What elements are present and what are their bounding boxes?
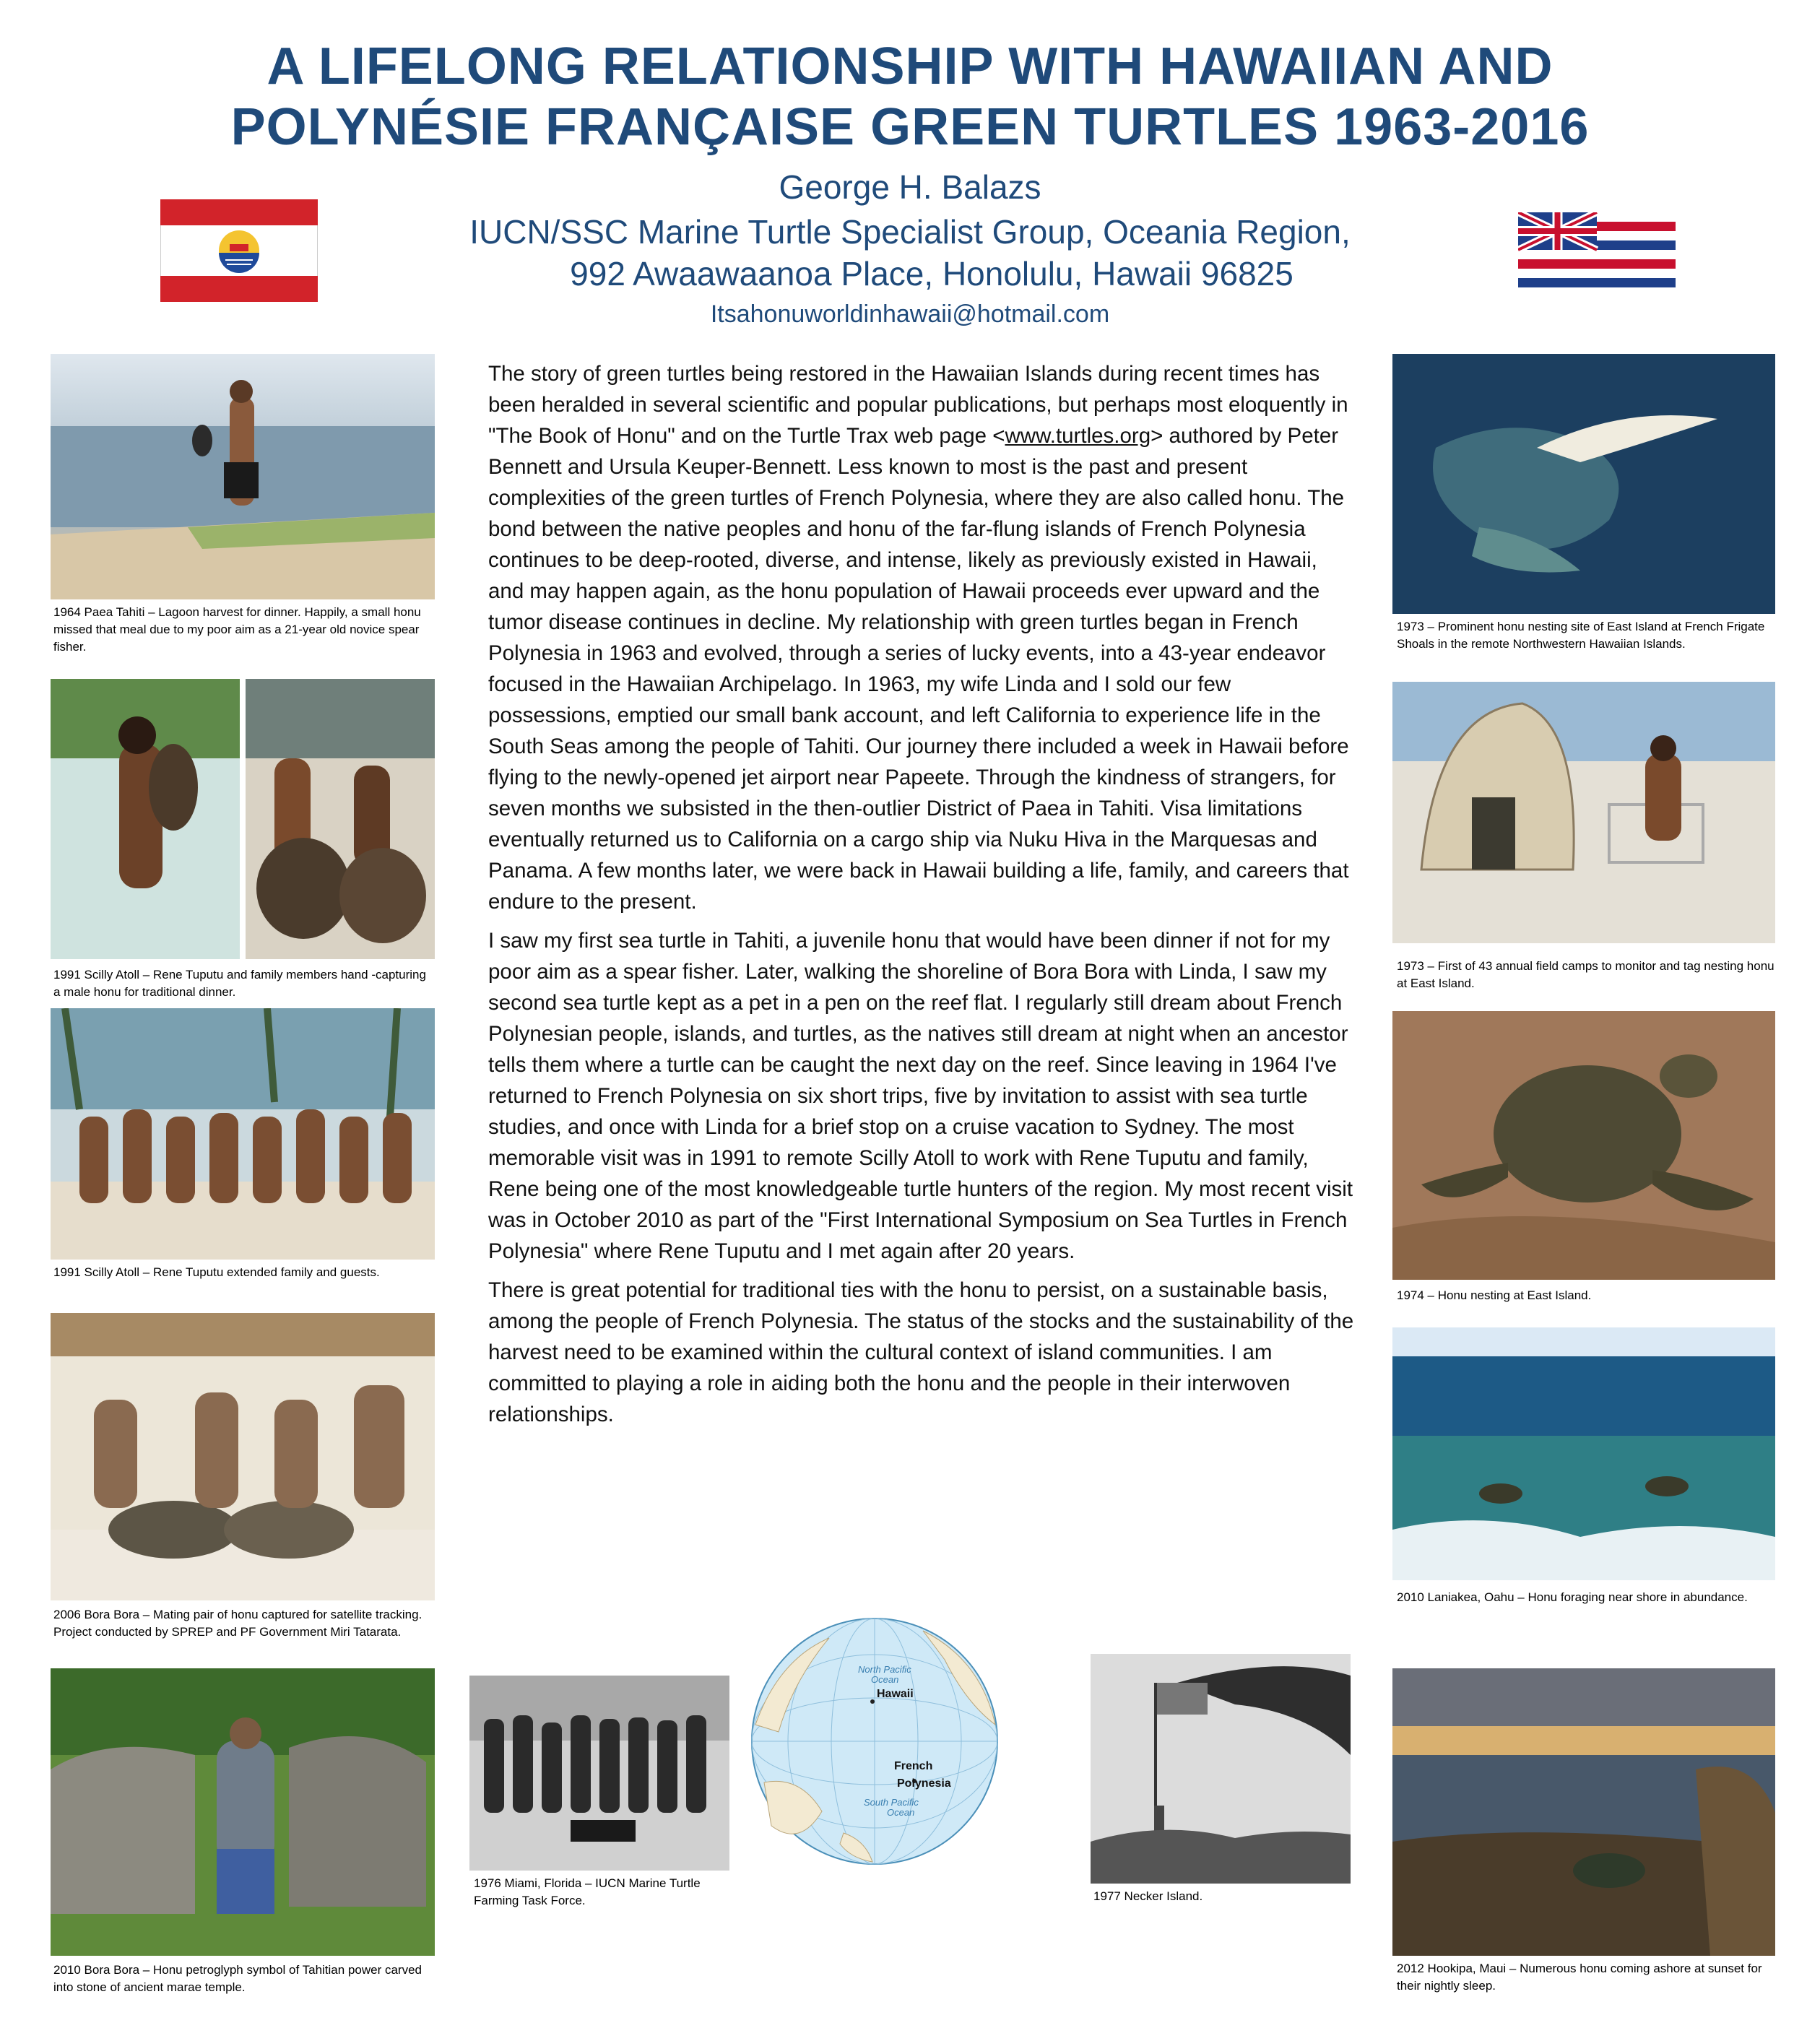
french-polynesia-flag (160, 199, 318, 302)
map-label-south-pacific: South Pacific (864, 1797, 919, 1808)
photo-bora-2006 (51, 1313, 435, 1600)
caption-paea-1964: 1964 Paea Tahiti – Lagoon harvest for dinner. Happily, a small honu missed that meal due to my poor aim as a 21-year old novice spear fisher. (53, 605, 421, 654)
photo-miami-1976 (469, 1676, 729, 1871)
body-paragraph-2: I saw my first sea turtle in Tahiti, a juvenile honu that would have been dinner if not for my poor aim as a spear fisher. Later, walking the shoreline of Bora Bora with Linda, I saw my second sea turtle kept as a pet in a pen on the reef flat. I regularly still dream about French Polynesian people, islands, and turtles, as the natives still dream at night when an ancestor tells them where a turtle can be caught the next day on the reef. Since leaving in 1964 I've returned to French Polynesia on six short trips, five by invitation to assist with sea turtle studies, and once with Linda for a brief stop on a cruise vacation to Sydney. The most memorable visit was in 1991 to remote Scilly Atoll to work with Rene Tuputu and family, Rene being one of the most knowledgeable turtle hunters of the region. My most recent visit was in October 2010 as part of the "First International Symposium on Sea Turtles in French Polynesia" where Rene Tuputu and I met again after 20 years. (488, 929, 1353, 1263)
photo-scilly-turtles (246, 679, 435, 959)
photo-scilly-family (51, 1008, 435, 1260)
caption-east-island-1973: 1973 – Prominent honu nesting site of East Island at French Frigate Shoals in the remote Northwestern Hawaiian Islands. (1397, 620, 1765, 651)
photo-paea-1964 (51, 354, 435, 599)
caption-laniakea-2010: 2010 Laniakea, Oahu – Honu foraging near shore in abundance. (1397, 1590, 1748, 1604)
poster-title (0, 36, 1820, 157)
photo-nesting-1974 (1392, 1011, 1775, 1280)
caption-hookipa-2012: 2012 Hookipa, Maui – Numerous honu coming ashore at sunset for their nightly sleep. (1397, 1962, 1762, 1993)
hawaii-flag (1518, 212, 1676, 287)
title-line-2: POLYNÉSIE FRANÇAISE GREEN TURTLES 1963-2016 (230, 98, 1590, 156)
caption-scilly-1991-b: 1991 Scilly Atoll – Rene Tuputu extended family and guests. (53, 1265, 380, 1279)
map-label-ocean-north: Ocean (871, 1674, 899, 1685)
author-name: George H. Balazs (779, 168, 1041, 206)
caption-bora-2010: 2010 Bora Bora – Honu petroglyph symbol of Tahitian power carved into stone of ancient marae temple. (53, 1963, 422, 1994)
body-paragraph-1: The story of green turtles being restored in the Hawaiian Islands during recent times has been heralded in several scientific and popular publications, but perhaps most eloquently in "The Book of Honu" and on the Turtle Trax web page <www.turtles.org> authored by Peter Bennett and Ursula Keuper-Bennett. Less known to most is the past and present complexities of the green turtles of French Polynesia, where they are also called honu. The bond between the native peoples and honu of the far-flung islands of French Polynesia continues to be deep-rooted, diverse, and intense, likely as previously existed in Hawaii, and may happen again, as the honu population of Hawaii proceeds ever upward and the tumor disease continues in decline. My relationship with green turtles began in French Polynesia in 1963 and evolved, through a series of lucky events, into a 43-year endeavor focused in the Hawaiian Archipelago. In 1963, my wife Linda and I sold our few possessions, emptied our small bank account, and left California to experience life in the South Seas among the people of Tahiti. Our journey there included a week in Hawaii before flying to the newly-opened jet airport near Papeete. Through the kindness of strangers, for seven months we subsisted in the then-outlier District of Paea in Tahiti. Visa limitations eventually returned us to California on a cargo ship via Nuku Hiva in the Marquesas and Panama. A few months later, we were back in Hawaii building a life, family, and careers that endure to the present. (488, 362, 1349, 914)
author-email: Itsahonuworldinhawaii@hotmail.com (710, 300, 1110, 328)
photo-necker-1977 (1091, 1654, 1351, 1884)
map-label-polynesia: Polynesia (897, 1777, 951, 1790)
turtles-link[interactable]: www.turtles.org (1005, 424, 1151, 448)
caption-nesting-1974: 1974 – Honu nesting at East Island. (1397, 1288, 1592, 1302)
photo-hookipa-2012 (1392, 1668, 1775, 1956)
author-address: 992 Awaawaanoa Place, Honolulu, Hawaii 96825 (570, 255, 1294, 292)
title-line-1: A LIFELONG RELATIONSHIP WITH HAWAIIAN AND (266, 38, 1554, 95)
caption-bora-2006: 2006 Bora Bora – Mating pair of honu captured for satellite tracking. Project conducted by SPREP and PF Government Miri Tatarata. (53, 1608, 422, 1639)
author-organization: IUCN/SSC Marine Turtle Specialist Group, Oceania Region, (469, 213, 1351, 251)
caption-miami-1976: 1976 Miami, Florida – IUCN Marine Turtle Farming Task Force. (474, 1876, 701, 1907)
photo-scilly-capture (51, 679, 240, 959)
caption-field-camp-1973: 1973 – First of 43 annual field camps to monitor and tag nesting honu at East Island. (1397, 959, 1774, 990)
photo-bora-2010 (51, 1668, 435, 1956)
photo-laniakea-2010 (1392, 1327, 1775, 1580)
body-paragraph-3: There is great potential for traditional ties with the honu to persist, on a sustainable basis, among the people of French Polynesia. The status of the stocks and the sustainability of the harvest need to be examined within the cultural context of island communities. I am committed to playing a role in aiding both the honu and the people in their interwoven relationships. (488, 1278, 1354, 1426)
caption-scilly-1991-a: 1991 Scilly Atoll – Rene Tuputu and family members hand -capturing a male honu for traditional dinner. (53, 968, 426, 999)
map-label-ocean-south: Ocean (887, 1807, 915, 1818)
map-label-french: French (894, 1760, 933, 1772)
photo-field-camp-1973 (1392, 682, 1775, 943)
caption-necker-1977: 1977 Necker Island. (1093, 1889, 1203, 1903)
pacific-globe-map (750, 1616, 1000, 1866)
map-label-hawaii: Hawaii (877, 1688, 914, 1700)
photo-east-island-1973 (1392, 354, 1775, 614)
map-label-north-pacific: North Pacific (858, 1664, 911, 1675)
poster-body (488, 358, 1355, 1438)
